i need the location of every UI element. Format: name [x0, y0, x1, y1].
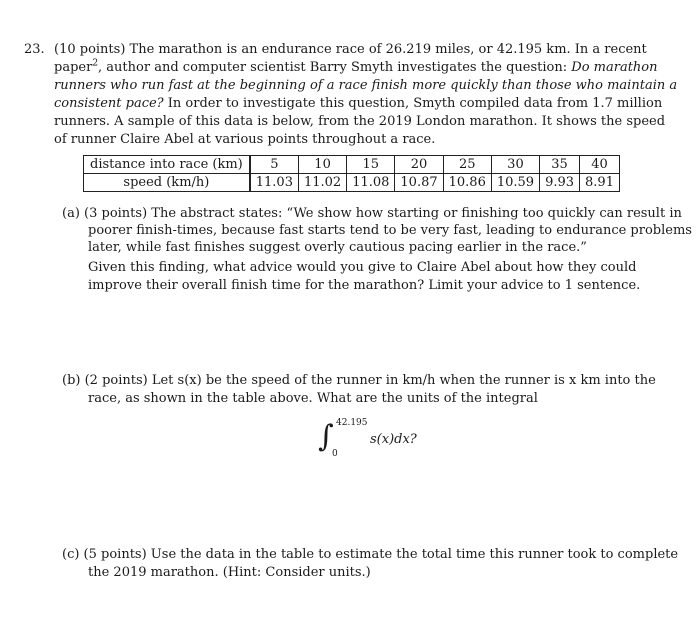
- part-a-line-5: improve their overall finish time for the marathon? Limit your advice to 1 sentence.: [88, 278, 641, 293]
- intro-line: [54, 113, 665, 131]
- speed-cell: 10.86: [443, 174, 491, 192]
- part-a-line-1: (a) (3 points) The abstract states: “We show how starting or finishing too quickly can result in: [62, 206, 682, 221]
- intro-text-run: Do marathon: [571, 60, 658, 75]
- distance-row: [84, 156, 620, 174]
- speed-cell: 10.59: [491, 174, 539, 192]
- distance-cell: 5: [250, 156, 299, 174]
- speed-cell: 10.87: [395, 174, 443, 192]
- intro-text-run: paper: [54, 60, 93, 75]
- distance-cell: 10: [298, 156, 346, 174]
- distance-cell: 35: [540, 156, 580, 174]
- integral-lower-limit: 0: [332, 449, 338, 459]
- part-a-line-3: later, while fast finishes suggest overly cautious pacing earlier in the race.”: [88, 240, 587, 255]
- intro-line: [54, 41, 647, 59]
- distance-cell: 40: [580, 156, 620, 174]
- intro-text-run: (10 points) The marathon is an endurance race of 26.219 miles, or 42.195 km. In a recent: [54, 42, 647, 57]
- intro-text-run: In order to investigate this question, Smyth compiled data from 1.7 million: [163, 96, 663, 111]
- distance-cell: 25: [443, 156, 491, 174]
- speed-cell: 9.93: [540, 174, 580, 192]
- part-b-line-1: (b) (2 points) Let s(x) be the speed of the runner in km/h when the runner is x km into the: [62, 373, 656, 388]
- distance-row-header: distance into race (km): [84, 156, 250, 174]
- speed-cell: 11.03: [250, 174, 299, 192]
- intro-text-run: runners. A sample of this data is below, from the 2019 London marathon. It shows the speed: [54, 114, 666, 129]
- intro-line: [54, 95, 662, 113]
- integrand: s(x)dx?: [370, 432, 417, 447]
- speed-row: [84, 174, 620, 192]
- intro-text-run: of runner Claire Abel at various points throughout a race.: [54, 132, 436, 147]
- part-c-line-1: (c) (5 points) Use the data in the table to estimate the total time this runner took to complete: [62, 547, 679, 562]
- intro-text-run: consistent pace?: [54, 96, 164, 111]
- intro-text-run: , author and computer scientist Barry Smyth investigates the question:: [98, 60, 572, 75]
- part-c-line-2: the 2019 marathon. (Hint: Consider units.): [88, 565, 371, 580]
- speed-cell: 11.08: [347, 174, 395, 192]
- speed-row-header: speed (km/h): [84, 174, 250, 192]
- distance-cell: 15: [347, 156, 395, 174]
- speed-table: [83, 155, 620, 192]
- intro-line: [54, 59, 658, 77]
- distance-cell: 20: [395, 156, 443, 174]
- integral-expression: [318, 418, 438, 461]
- footnote-marker: 2: [92, 58, 99, 69]
- integral-upper-limit: 42.195: [336, 418, 368, 428]
- speed-cell: 8.91: [580, 174, 620, 192]
- part-a-line-2: poorer finish-times, because fast starts tend to be very fast, leading to endurance problems: [88, 223, 692, 238]
- integral-sign: ∫: [318, 419, 334, 454]
- distance-cell: 30: [491, 156, 539, 174]
- part-a-line-4: Given this finding, what advice would you give to Claire Abel about how they could: [88, 260, 637, 275]
- intro-line: [54, 131, 435, 149]
- intro-text-run: runners who run fast at the beginning of a race finish more quickly than those who maintain a: [54, 78, 678, 93]
- question-number: 23.: [24, 42, 45, 57]
- intro-line: [54, 77, 677, 95]
- part-b-line-2: race, as shown in the table above. What are the units of the integral: [88, 391, 538, 406]
- speed-cell: 11.02: [298, 174, 346, 192]
